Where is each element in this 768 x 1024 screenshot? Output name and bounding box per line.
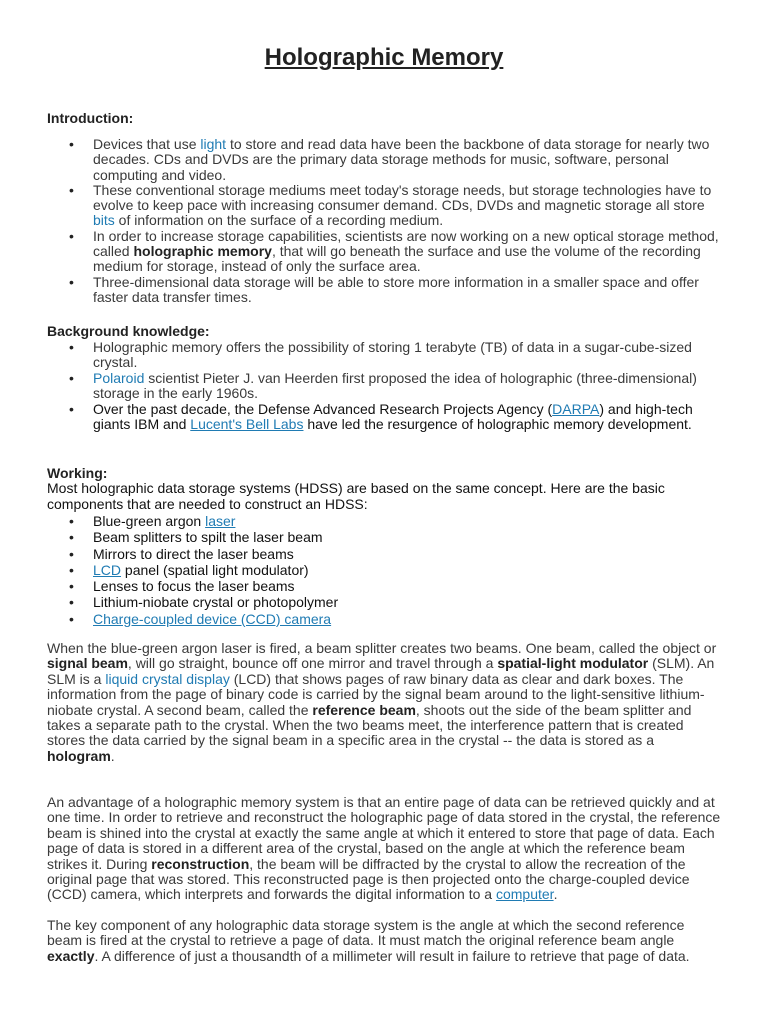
link-light[interactable]: light — [200, 136, 227, 152]
list-item: • Polaroid scientist Pieter J. van Heerden first proposed the idea of holographic (three-dimensional) storage in the early 1960s. — [47, 371, 727, 402]
list-item: • These conventional storage mediums meet today's storage needs, but storage technologies have to evolve to keep pace with increasing consumer demand. CDs, DVDs and magnetic storage all store bits of information on the surface of a recording medium. — [47, 183, 727, 229]
list-item: • Lithium-niobate crystal or photopolymer — [47, 594, 727, 610]
section-heading-background: Background knowledge: — [47, 323, 210, 339]
list-item: • Blue-green argon laser — [47, 513, 727, 529]
list-item: • LCD panel (spatial light modulator) — [47, 562, 727, 578]
paragraph-retrieval: An advantage of a holographic memory system is that an entire page of data can be retrieved quickly and at one time. In order to retrieve and reconstruct the holographic page of data stored in the crystal, the reference beam is shined into the crystal at exactly the same angle at which it entered to store that page of data. Each page of data is stored in a different area of the crystal, based on the angle at which the reference beam strikes it. During reconstruction, the beam will be diffracted by the crystal to allow the recreation of the original page that was stored. This reconstructed page is then projected onto the charge-coupled device (CCD) camera, which interprets and forwards the digital information to a computer. — [47, 794, 721, 903]
link-liquid-crystal-display[interactable]: liquid crystal display — [105, 670, 230, 687]
section-heading-introduction: Introduction: — [47, 110, 134, 126]
link-bits[interactable]: bits — [93, 212, 115, 229]
list-item: • Lenses to focus the laser beams — [47, 578, 727, 594]
list-item — [47, 611, 727, 627]
paragraph-angle: The key component of any holographic data storage system is the angle at which the second reference beam is fired at the crystal to retrieve a page of data. It must match the original reference beam angle exactly. A difference of just a thousandth of a millimeter will result in failure to retrieve that page of data. — [47, 917, 690, 964]
background-list — [47, 340, 727, 433]
list-item: • Devices that use light to store and read data have been the backbone of data storage for nearly two decades. CDs and DVDs are the primary data storage methods for music, software, personal computing and video. — [47, 137, 727, 183]
components-list — [47, 513, 727, 627]
link-laser[interactable]: laser — [205, 513, 236, 529]
list-item: • In order to increase storage capabilities, scientists are now working on a new optical storage method, called holographic memory, that will go beneath the surface and use the volume of the recording medium for storage, instead of only the surface area. — [47, 229, 727, 275]
link-polaroid[interactable]: Polaroid — [93, 369, 145, 386]
paragraph-signal-beam: When the blue-green argon laser is fired, a beam splitter creates two beams. One beam, called the object or signal beam, will go straight, bounce off one mirror and travel through a spatial-light modulator (SLM). An SLM is a liquid crystal display (LCD) that shows pages of raw binary data as clear and dark boxes. The information from the page of binary code is carried by the signal beam around to the light-sensitive lithium-niobate crystal. A second beam, called the reference beam, shoots out the side of the beam splitter and takes a separate path to the crystal. When the two beams meet, the interference pattern that is created stores the data carried by the signal beam in a specific area in the crystal -- the data is stored as a hologram. — [47, 640, 717, 764]
section-heading-working: Working: — [47, 465, 108, 481]
link-lcd[interactable]: LCD — [93, 561, 122, 578]
page-title: Holographic Memory — [264, 44, 504, 71]
link-darpa[interactable]: DARPA — [552, 401, 600, 418]
list-item: • Over the past decade, the Defense Advanced Research Projects Agency (DARPA) and high-tech giants IBM and Lucent's Bell Labs have led the resurgence of holographic memory development. — [47, 402, 727, 433]
list-item: • Three-dimensional data storage will be able to store more information in a smaller space and offer faster data transfer times. — [47, 275, 727, 306]
link-ccd-camera[interactable]: Charge-coupled device (CCD) camera — [93, 610, 332, 627]
list-item: • Beam splitters to spilt the laser beam — [47, 529, 727, 545]
working-intro: Most holographic data storage systems (HDSS) are based on the same concept. Here are the basic components that are needed to construct an HDSS: — [47, 480, 665, 512]
list-item: • Holographic memory offers the possibility of storing 1 terabyte (TB) of data in a sugar-cube-sized crystal. — [47, 340, 727, 371]
list-item: • Mirrors to direct the laser beams — [47, 546, 727, 562]
introduction-list — [47, 137, 727, 305]
link-bell-labs[interactable]: Lucent's Bell Labs — [190, 416, 304, 433]
link-computer[interactable]: computer — [495, 886, 554, 903]
